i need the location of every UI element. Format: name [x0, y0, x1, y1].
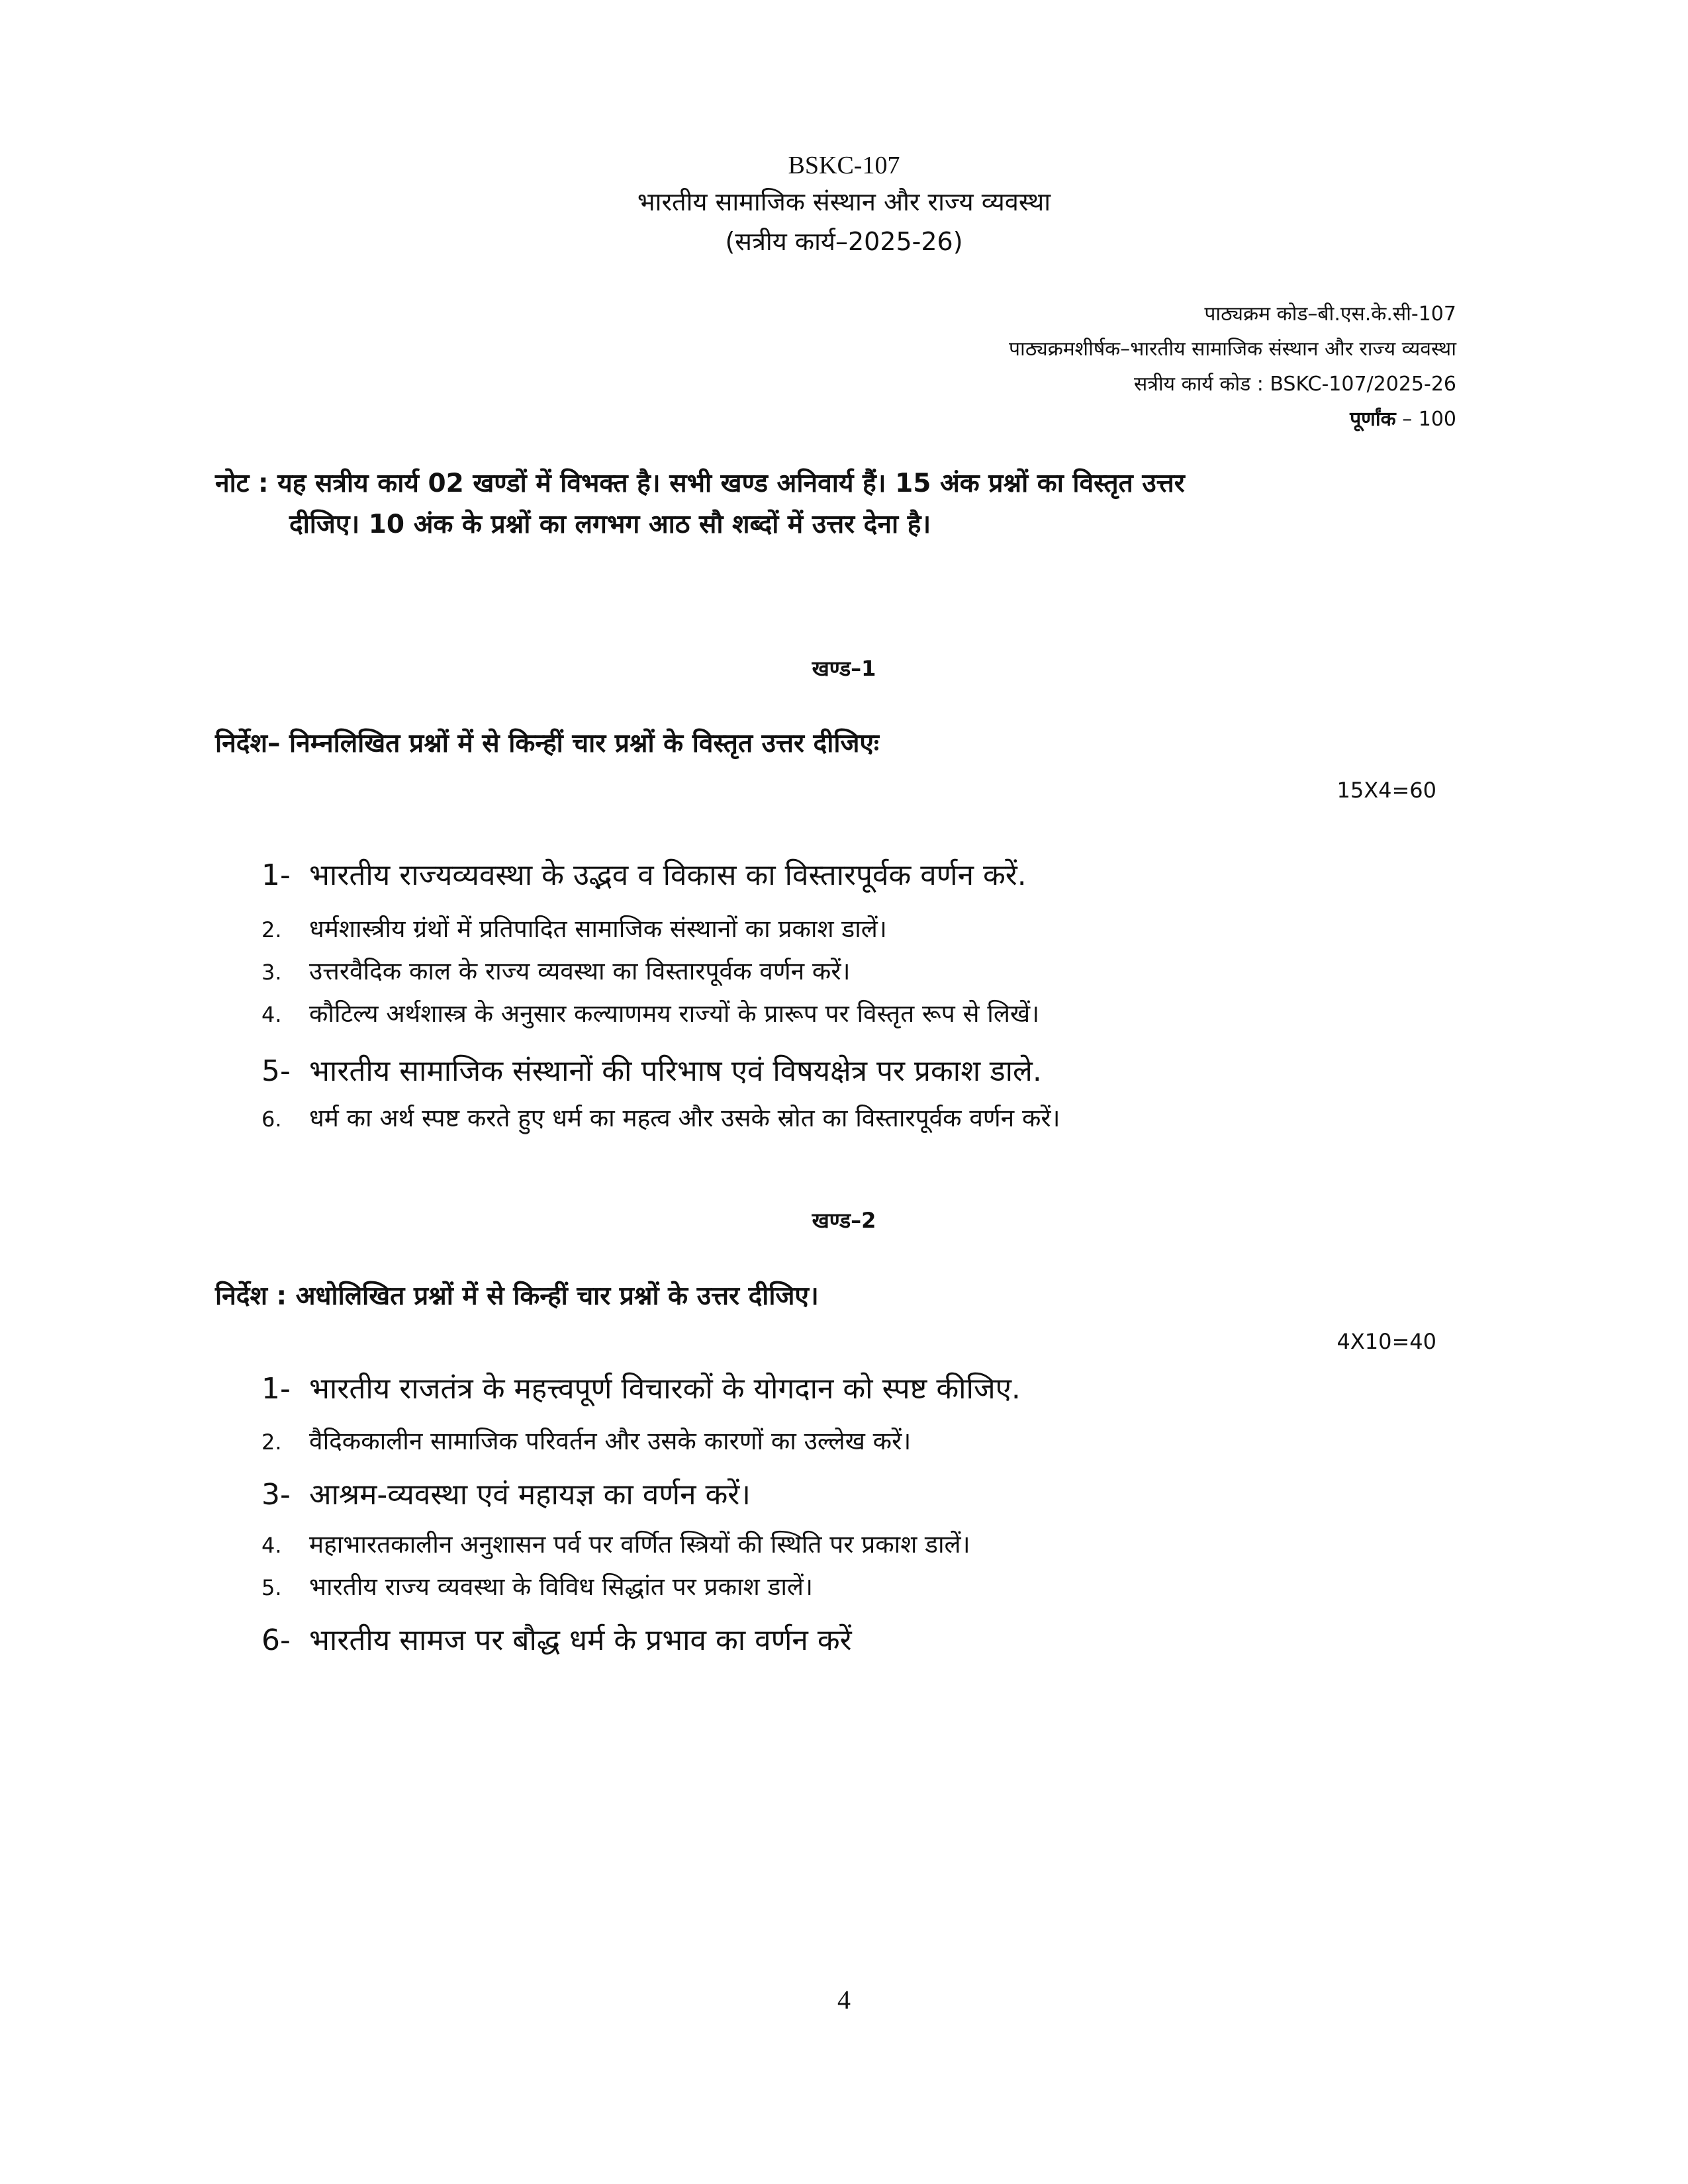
question-text: भारतीय राजतंत्र के महत्त्वपूर्ण विचारकों के योगदान को स्पष्ट कीजिए.: [309, 1372, 1021, 1406]
question-number: 3.: [261, 960, 282, 985]
question-item: [261, 854, 1453, 911]
section-1-question-list: [261, 854, 1453, 1142]
question-item: [261, 1619, 1453, 1665]
question-text: उत्तरवैदिक काल के राज्य व्यवस्था का विस्तारपूर्वक वर्णन करें।: [309, 957, 851, 985]
course-code-heading: BSKC-107: [788, 152, 900, 179]
question-item: [261, 1100, 1453, 1142]
section-2-heading: खण्ड–2: [812, 1208, 876, 1233]
question-number: 6-: [261, 1623, 291, 1657]
question-text: भारतीय राज्य व्यवस्था के विविध सिद्धांत पर प्रकाश डालें।: [309, 1572, 814, 1601]
question-item: [261, 1423, 1453, 1473]
question-item: [261, 1473, 1453, 1526]
section-1-instruction: निर्देश– निम्नलिखित प्रश्नों में से किन्हीं चार प्रश्नों के विस्तृत उत्तर दीजिएः: [215, 729, 879, 758]
course-title-heading: भारतीय सामाजिक संस्थान और राज्य व्यवस्था: [637, 187, 1051, 216]
section-2-marks: 4X10=40: [1336, 1329, 1436, 1354]
section-1-marks: 15X4=60: [1336, 778, 1436, 803]
question-number: 5.: [261, 1575, 282, 1600]
max-marks-label: पूर्णांक: [1350, 408, 1396, 431]
assignment-code-line: सत्रीय कार्य कोड : BSKC-107/2025-26: [1134, 373, 1456, 396]
question-item: [261, 1526, 1453, 1569]
note-line-1: नोट : यह सत्रीय कार्य 02 खण्डों में विभक्त है। सभी खण्ड अनिवार्य हैं। 15 अंक प्रश्नों का विस्तृत उत्तर: [215, 469, 1185, 498]
max-marks-value: – 100: [1395, 408, 1456, 431]
note-block: [215, 463, 1460, 545]
course-title-line: पाठ्यक्रमशीर्षक–भारतीय सामाजिक संस्थान और राज्य व्यवस्था: [1009, 338, 1456, 361]
section-2-question-list: [261, 1367, 1453, 1665]
section-2-instruction: निर्देश : अधोलिखित प्रश्नों में से किन्हीं चार प्रश्नों के उत्तर दीजिए।: [215, 1281, 819, 1311]
question-number: 2.: [261, 1430, 282, 1455]
max-marks-line: [530, 406, 1456, 433]
question-item: [261, 1050, 1453, 1100]
question-text: भारतीय सामज पर बौद्ध धर्म के प्रभाव का वर्णन करें: [309, 1623, 852, 1657]
question-number: 1-: [261, 858, 291, 892]
question-item: [261, 1367, 1453, 1423]
question-text: आश्रम-व्यवस्था एवं महायज्ञ का वर्णन करें।: [309, 1478, 751, 1512]
question-item: [261, 995, 1453, 1050]
question-text: कौटिल्य अर्थशास्त्र के अनुसार कल्याणमय राज्यों के प्रारूप पर विस्तृत रूप से लिखें।: [309, 999, 1040, 1028]
section-1-heading: खण्ड–1: [812, 656, 876, 681]
question-text: भारतीय सामाजिक संस्थानों की परिभाष एवं विषयक्षेत्र पर प्रकाश डाले.: [309, 1054, 1042, 1088]
question-number: 2.: [261, 917, 282, 942]
question-number: 3-: [261, 1478, 291, 1512]
question-text: महाभारतकालीन अनुशासन पर्व पर वर्णित स्त्रियों की स्थिति पर प्रकाश डालें।: [309, 1530, 970, 1559]
question-item: [261, 911, 1453, 953]
question-text: वैदिककालीन सामाजिक परिवर्तन और उसके कारणों का उल्लेख करें।: [309, 1427, 912, 1455]
session-heading: (सत्रीय कार्य–2025-26): [725, 227, 963, 256]
question-text: धर्मशास्त्रीय ग्रंथों में प्रतिपादित सामाजिक संस्थानों का प्रकाश डालें।: [309, 915, 887, 943]
page-number: 4: [837, 1985, 851, 2015]
question-text: भारतीय राज्यव्यवस्था के उद्भव व विकास का विस्तारपूर्वक वर्णन करें.: [309, 858, 1027, 892]
question-number: 1-: [261, 1372, 291, 1406]
question-text: धर्म का अर्थ स्पष्ट करते हुए धर्म का महत्व और उसके स्रोत का विस्तारपूर्वक वर्णन करें।: [309, 1104, 1060, 1132]
question-number: 4.: [261, 1002, 282, 1027]
question-number: 5-: [261, 1054, 291, 1088]
note-line-2: दीजिए। 10 अंक के प्रश्नों का लगभग आठ सौ शब्दों में उत्तर देना है।: [289, 510, 931, 539]
question-number: 6.: [261, 1107, 282, 1132]
course-code-line: पाठ्यक्रम कोड–बी.एस.के.सी-107: [1204, 302, 1456, 326]
question-item: [261, 953, 1453, 995]
question-item: [261, 1569, 1453, 1619]
question-number: 4.: [261, 1533, 282, 1558]
